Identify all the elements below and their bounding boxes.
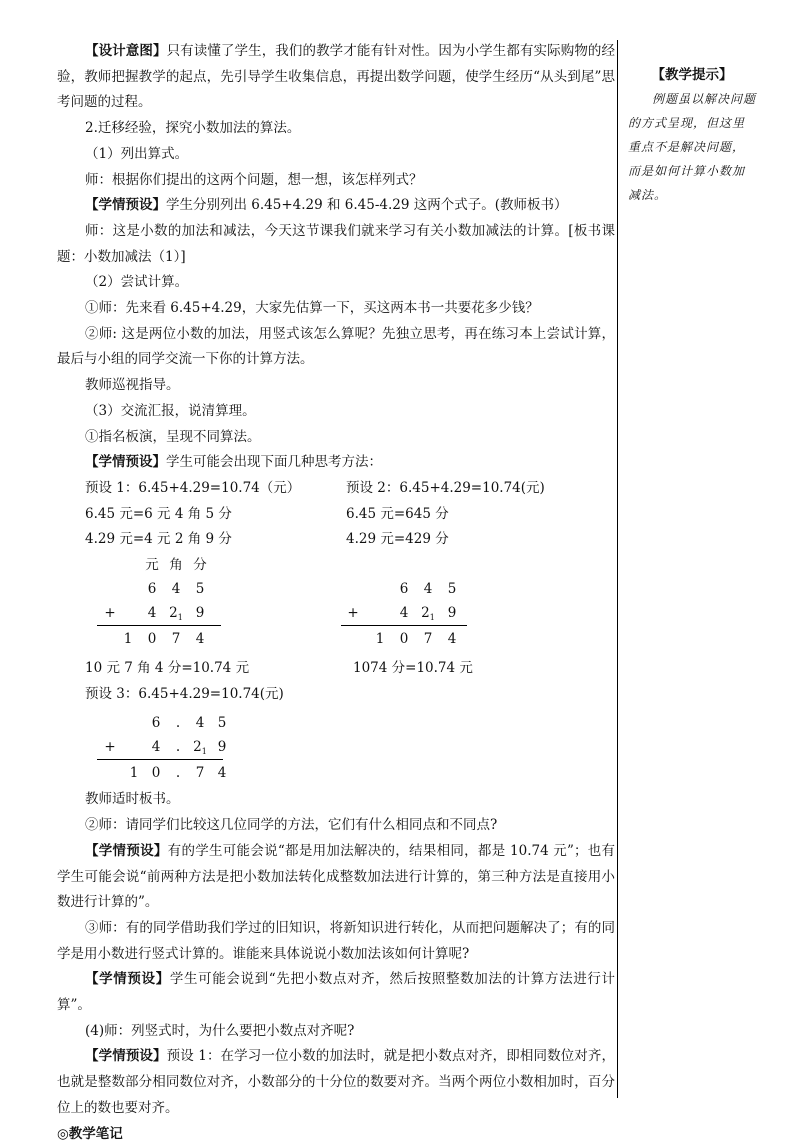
digit: 0 (399, 631, 409, 648)
digit: 4 (217, 765, 227, 782)
digit: 2 (421, 605, 430, 622)
digit: 7 (171, 631, 181, 648)
estimate-prompt: ①师：先来看 6.45+4.29，大家先估算一下，买这两本书一共要花多少钱？ (85, 300, 539, 317)
tag-label: 【学情预设】 (85, 454, 166, 471)
preset-para (57, 967, 615, 1018)
digit: 4 (151, 739, 161, 756)
digit: 9 (447, 605, 457, 622)
sub-step-3: （3）交流汇报，说清算理。 (85, 402, 256, 419)
unit-label: 分 (193, 557, 207, 574)
paragraph-text: 只有读懂了学生，我们的教学才能有针对性。因为小学生都有实际购物的经验，教师把握教学的起点，先引导学生收集信息，再提出数学问题，使学生经历“从头到尾”思考问题的过程。 (57, 43, 616, 111)
digit: 0 (147, 631, 157, 648)
carry-mark: 1 (429, 613, 435, 623)
sum-line (341, 625, 467, 626)
digit: 4 (399, 605, 409, 622)
tag-label: 【学情预设】 (85, 1048, 167, 1065)
digit: 4 (195, 631, 205, 648)
digit: 4 (147, 605, 157, 622)
teacher-guide: 教师巡视指导。 (85, 377, 180, 394)
unit-label: 角 (169, 557, 183, 574)
digit: 5 (195, 581, 205, 598)
paragraph-text: 学生可能会出现下面几种思考方法： (166, 454, 382, 471)
plus-sign: + (347, 605, 359, 622)
sub-step-1: （1）列出算式。 (85, 145, 189, 162)
digit: 1 (123, 631, 133, 648)
unit-label: 元 (145, 557, 159, 574)
result-row (57, 656, 615, 682)
conversion-row (57, 527, 615, 553)
conversion-row (57, 502, 615, 528)
compare-question: ②师：请同学们比较这几位同学的方法，它们有什么相同点和不同点? (85, 817, 498, 834)
teaching-tip-sidebar (628, 63, 756, 207)
preset-para (57, 1044, 615, 1121)
preset-para (57, 450, 615, 476)
sum-line (97, 759, 223, 760)
tag-label: 【学情预设】 (85, 842, 168, 859)
sidebar-title: 【教学提示】 (651, 67, 733, 83)
teaching-notes-heading: ◎教学笔记 (57, 1125, 123, 1142)
decimal-point: . (175, 715, 181, 732)
vertical-calcs (57, 553, 615, 656)
plus-sign: + (104, 605, 116, 622)
paragraph-text: 学生可能会说到“先把小数点对齐，然后按照整数加法的计算方法进行计算”。 (57, 971, 615, 1014)
preset-para (57, 839, 615, 916)
align-question: (4)师：列竖式时，为什么要把小数点对齐呢? (85, 1022, 355, 1039)
digit-with-carry (191, 735, 209, 762)
digit: 4 (423, 581, 433, 598)
paragraph-text: 预设 1：在学习一位小数的加法时，就是把小数点对齐，即相同数位对齐，也就是整数部分相同数位对齐，小数部分的十分位的数要对齐。当两个两位小数相加时，百分位上的数也要对齐。 (57, 1048, 615, 1116)
decimal-calc (57, 707, 615, 787)
design-intent (57, 39, 615, 116)
digit: 7 (423, 631, 433, 648)
teacher-summary: ③师：有的同学借助我们学过的旧知识，将新知识进行转化，从而把问题解决了；有的同学是用小数进行竖式计算的。谁能来具体说说小数加法该如何计算呢? (57, 919, 615, 962)
digit: 9 (217, 739, 227, 756)
sub-step-2: （2）尝试计算。 (85, 274, 189, 291)
digit: 6 (151, 715, 161, 732)
conversion-b: 6.45 元=645 分 (346, 505, 449, 522)
margin-divider (617, 40, 618, 1098)
sum-line (97, 625, 221, 626)
board-note: 教师适时板书。 (85, 791, 180, 808)
conversion-a: 4.29 元=4 元 2 角 9 分 (85, 531, 232, 548)
tag-label: 【设计意图】 (85, 43, 167, 59)
sidebar-body: 例题虽以解决问题的方式呈现，但这里重点不是解决问题，而是如何计算小数加减法。 (628, 92, 757, 202)
board-demo: ①指名板演，呈现不同算法。 (85, 428, 261, 445)
teacher-question: 师：根据你们提出的这两个问题，想一想，该怎样列式？ (85, 171, 423, 188)
digit: 2 (193, 739, 202, 756)
conversion-b: 4.29 元=429 分 (346, 531, 449, 548)
preset-para (57, 193, 615, 219)
preset-1: 预设 1：6.45+4.29=10.74（元） (85, 479, 301, 496)
vertical-prompt: ②师: 这是两位小数的加法，用竖式该怎么算呢？先独立思考，再在练习本上尝试计算，最后与小组的同学交流一下你的计算方法。 (57, 325, 615, 368)
result-2: 1074 分=10.74 元 (353, 660, 473, 677)
paragraph-text: 有的学生可能会说“都是用加法解决的，结果相同，都是 10.74 元”；也有学生可能会说“前两种方法是把小数加法转化成整数加法进行计算的，第三种方法是直接用小数进行计算的”。 (57, 842, 615, 911)
conversion-a: 6.45 元=6 元 4 角 5 分 (85, 505, 232, 522)
digit: 6 (399, 581, 409, 598)
digit-with-carry (419, 601, 437, 628)
result-1: 10 元 7 角 4 分=10.74 元 (85, 660, 250, 677)
digit: 1 (375, 631, 385, 648)
digit-with-carry (167, 601, 185, 628)
digit: 5 (447, 581, 457, 598)
digit: 7 (195, 765, 205, 782)
carry-mark: 1 (177, 613, 183, 623)
carry-mark: 1 (201, 747, 207, 757)
preset-3: 预设 3：6.45+4.29=10.74(元) (85, 685, 284, 702)
tag-label: 【学情预设】 (85, 197, 166, 214)
teacher-intro: 师：这是小数的加法和减法，今天这节课我们就来学习有关小数加减法的计算。[板书课题：小数加减法（1）] (57, 222, 615, 265)
preset-row (57, 476, 615, 502)
digit: 4 (195, 715, 205, 732)
decimal-point: . (175, 765, 181, 782)
step-2: 2.迁移经验，探究小数加法的算法。 (85, 120, 301, 137)
digit: 1 (129, 765, 139, 782)
digit: 9 (195, 605, 205, 622)
digit: 4 (171, 581, 181, 598)
tag-label: 【学情预设】 (85, 971, 170, 988)
lesson-body (57, 39, 615, 1147)
digit: 5 (217, 715, 227, 732)
preset-2: 预设 2：6.45+4.29=10.74(元) (346, 479, 545, 496)
digit: 6 (147, 581, 157, 598)
digit: 2 (169, 605, 178, 622)
decimal-point: . (175, 739, 181, 756)
digit: 0 (151, 765, 161, 782)
plus-sign: + (104, 739, 116, 756)
paragraph-text: 学生分别列出 6.45+4.29 和 6.45-4.29 这两个式子。(教师板书） (166, 197, 568, 214)
digit: 4 (447, 631, 457, 648)
